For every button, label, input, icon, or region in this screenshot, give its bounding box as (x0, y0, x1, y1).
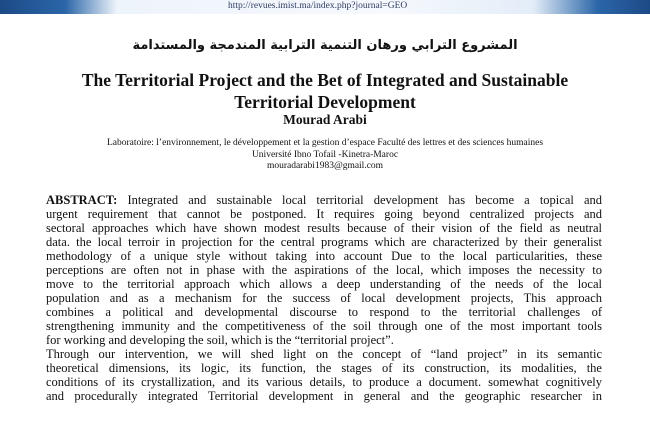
author-name: Mourad Arabi (283, 112, 367, 127)
english-title-line-2: Territorial Development (234, 92, 416, 112)
author-email[interactable]: mouradarabi1983@gmail.com (266, 161, 384, 171)
affiliation-university: Université Ibno Tofail -Kinetra-Maroc (251, 149, 399, 160)
english-title (20, 69, 630, 113)
abstract-line: urgent requirement that cannot be postponed. It requires going beyond centralized projects and (46, 207, 602, 221)
journal-banner (0, 0, 650, 14)
arabic-title: المشروع الترابي ورهان التنمية الترابية المندمجة والمستدامة (132, 38, 518, 53)
abstract-line: data. the local terroir in projection for the central programs which are characterized by their generalist (46, 235, 602, 249)
english-title-line-1: The Territorial Project and the Bet of Integrated and Sustainable (81, 70, 569, 90)
abstract-line: combines a political and developmental discourse to respond to the territorial challenges of (46, 305, 602, 319)
journal-url-link[interactable]: http://revues.imist.ma/index.php?journal=GEO (228, 1, 408, 11)
abstract-line: and procedurally integrated Territorial development in general and the geographic researcher in (46, 389, 602, 403)
abstract-line: conditions of its crystallization, and its various details, to produce a document. somewhat cognitively (46, 375, 602, 389)
abstract-line: strengthening immunity and the competitiveness of the soil through one of the most important tools (46, 319, 602, 333)
abstract-line: methodology of a unique style without taking into account Due to the local particularities, these (46, 249, 602, 263)
abstract-line: sectoral approaches which have shown modest results because of their vision of the field as neutral (46, 221, 602, 235)
abstract-line: theoretical dimensions, its logic, its function, the stages of its construction, its modalities, the (46, 361, 602, 375)
abstract-line: Through our intervention, we will shed light on the concept of “land project” in its semantic (46, 347, 602, 361)
abstract-label: ABSTRACT: (46, 193, 118, 207)
abstract-body (46, 193, 602, 403)
abstract-line (46, 193, 602, 207)
affiliation-block (0, 138, 650, 173)
abstract-line-text: Integrated and sustainable local territorial development has become a topical and (127, 193, 603, 207)
abstract-line: move to the territorial approach which allows a deep understanding of the needs of the local (46, 277, 602, 291)
abstract-line: for working and developing the soil, which is the “territorial project”. (46, 333, 394, 347)
abstract-line: population and as a mechanism for the success of local development projects, This approach (46, 291, 602, 305)
affiliation-lab: Laboratoire: l’environnement, le développement et la gestion d’espace Faculté des lettres et des sciences humaines (106, 138, 544, 148)
abstract-line: perceptions are often not in phase with the aspirations of the local, which imposes the necessity to (46, 263, 602, 277)
